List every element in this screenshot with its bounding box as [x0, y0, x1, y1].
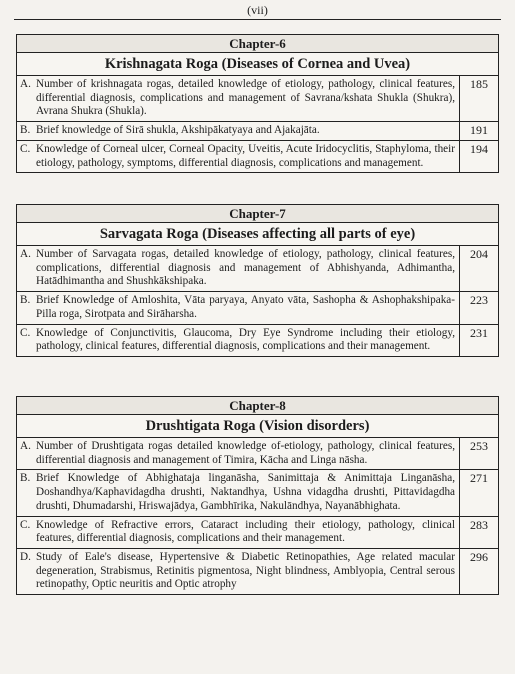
item-letter: A.: [20, 78, 31, 90]
item-page: 185: [459, 76, 498, 121]
chapter-7-table: [16, 204, 499, 357]
chapter-6-table: [16, 34, 499, 173]
page-number: (vii): [247, 3, 268, 17]
table-row: [17, 325, 498, 356]
table-row: [17, 549, 498, 594]
chapter-heading: Chapter-7: [17, 205, 498, 223]
item-letter: A.: [20, 440, 31, 452]
item-page: 194: [459, 141, 498, 172]
item-text: Brief knowledge of Sirā shukla, Akshipākatyaya and Ajakajāta.: [36, 124, 320, 137]
item-letter: C.: [20, 326, 31, 339]
item-text: Brief Knowledge of Amloshita, Vāta paryaya, Anyato vāta, Sashopha & Ashophakshipaka- Pilla roga, Sirotpata and Sirāharsha.: [36, 294, 455, 320]
item-page: 271: [459, 470, 498, 515]
table-row: [17, 292, 498, 324]
table-row: [17, 76, 498, 122]
table-row: [17, 246, 498, 292]
item-text: Number of krishnagata rogas, detailed knowledge of etiology, pathology, clinical features, differential diagnosis, complications and management of Savrana/kshata Shukla (Shukra), Avrana Shukra (Shukla).: [36, 78, 455, 118]
item-text: Study of Eale's disease, Hypertensive & Diabetic Retinopathies, Age related macular degeneration, Strabismus, Retinitis pigmentosa, Night blindness, Amblyopia, Central serous retinopathy, Optic neuritis and Optic atrophy: [36, 550, 455, 591]
item-page: 223: [459, 292, 498, 323]
item-page: 283: [459, 517, 498, 548]
item-letter: B.: [20, 124, 31, 137]
item-page: 191: [459, 122, 498, 140]
item-letter: C.: [20, 142, 31, 155]
header-rule: [14, 19, 501, 20]
table-row: [17, 122, 498, 141]
item-text: Knowledge of Corneal ulcer, Corneal Opacity, Uveitis, Acute Iridocyclitis, Staphyloma, their etiology, pathology, symptoms, differential diagnosis, complications and management.: [36, 142, 455, 169]
table-row: [17, 438, 498, 470]
item-letter: B.: [20, 294, 31, 307]
chapter-title: Drushtigata Roga (Vision disorders): [17, 415, 498, 438]
item-page: 253: [459, 438, 498, 469]
chapter-title: Krishnagata Roga (Diseases of Cornea and Uvea): [17, 53, 498, 76]
item-letter: D.: [20, 550, 31, 563]
item-text: Knowledge of Refractive errors, Cataract including their etiology, pathology, clinical features, differential diagnosis, complications and their management.: [36, 518, 455, 545]
item-letter: A.: [20, 248, 31, 260]
item-text: Brief Knowledge of Abhighataja linganāsha, Sanimittaja & Animittaja Linganāsha, Doshandhya/Kaphavidagdha drushti, Naktandhya, Ushna vidagdha drushti, Pittavidagdha drushti, Dhumadarshi, Hriswajādya, Gambhīrika, Nakulāndhya, Nayanābhighata.: [36, 472, 455, 512]
item-page: 204: [459, 246, 498, 291]
chapter-heading: Chapter-6: [17, 35, 498, 53]
item-text: Number of Drushtigata rogas detailed knowledge of-etiology, pathology, clinical features, differential diagnosis and management of Timira, Kācha and Linga nāsha.: [36, 440, 455, 466]
table-row: [17, 517, 498, 549]
chapter-title: Sarvagata Roga (Diseases affecting all parts of eye): [17, 223, 498, 246]
item-text: Number of Sarvagata rogas, detailed knowledge of etiology, pathology, clinical features, complications, differential diagnosis and management of Abhishyanda, Adhimantha, Hatādhimantha and Shushkākshipaka.: [36, 248, 455, 288]
item-letter: B.: [20, 472, 31, 485]
chapter-8-table: [16, 396, 499, 595]
chapter-heading: Chapter-8: [17, 397, 498, 415]
item-page: 231: [459, 325, 498, 356]
item-letter: C.: [20, 518, 31, 531]
item-text: Knowledge of Conjunctivitis, Glaucoma, Dry Eye Syndrome including their etiology, pathology, clinical features, differential diagnosis, complications and their management.: [36, 326, 455, 353]
item-page: 296: [459, 549, 498, 594]
table-row: [17, 141, 498, 172]
table-row: [17, 470, 498, 516]
